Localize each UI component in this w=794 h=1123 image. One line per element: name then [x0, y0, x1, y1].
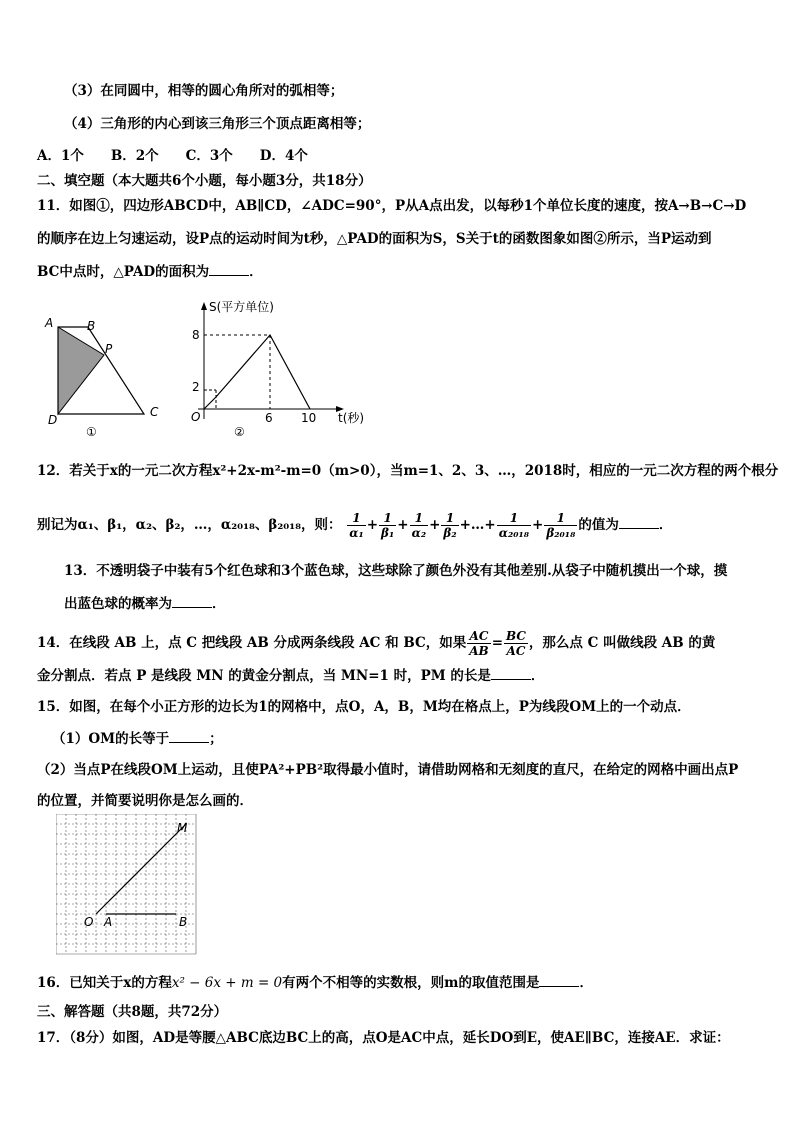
q13-line1: 13．不透明袋子中装有5个红色球和3个蓝色球，这些球除了颜色外没有其他差别.从袋子中随机摸出一个球，摸 [64, 563, 728, 579]
statement-4: （4）三角形的内心到该三角形三个顶点距离相等； [64, 116, 371, 132]
q15-line1: 15．如图，在每个小正方形的边长为1的网格中，点O，A，B，M均在格点上，P为线段OM上的一个动点． [37, 699, 691, 715]
answer-blank[interactable] [169, 728, 209, 743]
x-axis-label: t(秒) [338, 411, 365, 425]
label-o: O [84, 915, 94, 929]
q12-line2: 别记为α₁、β₁，α₂、β₂，…，α₂₀₁₈、β₂₀₁₈，则： $\frac{1}{\text{α₁}}$ + $\frac{1}{\text{β₁}}$ + $\frac{1}{\text{α₂}}$ + $\frac{1}{\text{β₂}}$ +…+ $\frac{1}{\text{α₂₀₁₈}}$ + $\frac{1}{\text{β₂₀₁₈}}$ 的值为 ． [37, 511, 673, 540]
answer-blank[interactable] [491, 665, 531, 680]
fig1-caption: ① [86, 425, 97, 439]
tick-8: 8 [192, 328, 200, 342]
q11-figure-1 [40, 312, 170, 442]
label-d: D [48, 413, 58, 427]
answer-blank[interactable] [619, 514, 659, 529]
tick-10: 10 [301, 411, 317, 425]
q15-grid-figure [56, 814, 206, 958]
q15-sub2-line2: 的位置，并简要说明你是怎么画的． [37, 793, 253, 809]
q14-line2: 金分割点．若点 P 是线段 MN 的黄金分割点，当 MN=1 时，PM 的长是 ． [37, 665, 544, 686]
label-a: A [45, 316, 54, 330]
q15-sub2: （2）当点P在线段OM上运动，且使PA²+PB²取得最小值时，请借助网格和无刻度的直尺，在给定的网格中画出点P [37, 762, 739, 778]
label-b: B [179, 915, 188, 929]
q11-line1: 11．如图①，四边形ABCD中，AB∥CD，∠ADC=90°，P从A点出发，以每秒1个单位长度的速度，按A→B→C→D [37, 198, 747, 214]
segment-om [96, 824, 186, 914]
q14-line1: 14．在线段 AB 上，点 C 把线段 AB 分成两条线段 AC 和 BC，如果 $\frac{AC}{AB}$ = $\frac{BC}{AC}$ ，那么点 C 叫做线段 AB 的黄 [37, 629, 716, 658]
q11-line2: 的顺序在边上匀速运动，设P点的运动时间为t秒，△PAD的面积为S，S关于t的函数图象如图②所示，当P运动到 [37, 231, 712, 247]
q16-line: 16．已知关于x的方程x² − 6x + m = 0有两个不相等的实数根，则m的取值范围是 ． [37, 972, 593, 993]
answer-options: A．1个 B．2个 C．3个 D．4个 [37, 148, 308, 164]
section-3-heading: 三、解答题（共8题，共72分） [37, 1004, 228, 1020]
y-axis-arrow [201, 302, 207, 310]
q15-sub1: （1）OM的长等于 ； [52, 728, 223, 749]
tick-2: 2 [192, 380, 200, 394]
q11-figure-2 [188, 297, 388, 447]
tick-6: 6 [265, 411, 273, 425]
graph-line [204, 335, 310, 409]
answer-blank[interactable] [539, 972, 579, 987]
y-axis-label: S(平方单位) [209, 300, 274, 314]
label-p: P [105, 342, 113, 356]
label-a: A [104, 915, 113, 929]
q11-line3: BC中点时，△PAD的面积为 ． [37, 261, 263, 282]
label-b: B [87, 319, 96, 333]
q13-line2: 出蓝色球的概率为 ． [64, 593, 226, 614]
statement-3: （3）在同圆中，相等的圆心角所对的弧相等； [64, 83, 344, 99]
q17-line1: 17．（8分）如图，AD是等腰△ABC底边BC上的高，点O是AC中点，延长DO到E，使AE∥BC，连接AE．求证： [37, 1030, 730, 1046]
answer-blank[interactable] [209, 261, 249, 276]
label-m: M [177, 821, 188, 835]
origin-label: O [191, 410, 201, 424]
fig2-caption: ② [234, 425, 245, 439]
section-2-heading: 二、填空题（本大题共6个小题，每小题3分，共18分） [37, 173, 372, 189]
q12-line1: 12．若关于x的一元二次方程x²+2x-m²-m=0（m>0），当m=1、2、3、…，2018时，相应的一元二次方程的两个根分 [37, 463, 779, 479]
label-c: C [150, 405, 159, 419]
answer-blank[interactable] [172, 593, 212, 608]
